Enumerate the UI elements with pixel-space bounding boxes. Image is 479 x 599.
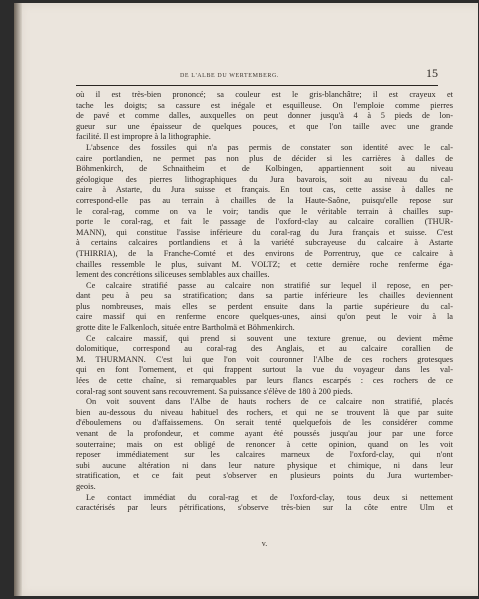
text-line: porte le coral-rag, et fait le passage de l'oxford-clay au calcaire corallien (THUR-: [76, 217, 453, 227]
text-line: bien au-dessous du niveau habituel des rochers, et qui ne se trouvent là que par suite: [76, 407, 453, 417]
text-line: L'absence des fossiles qui n'a pas permis de constater son identité avec le cal-: [86, 142, 453, 152]
text-line: subi aucune altération ni dans leur nature physique et chimique, ni dans leur: [76, 460, 453, 470]
text-line: grotte dite le Falkenloch, située entre Bartholmä et Böhmenkirch.: [76, 323, 295, 333]
text-line: (THIRRIA), de la Franche-Comté et des environs de Porrentruy, que ce calcaire à: [76, 248, 453, 258]
text-line: M. THURMANN. C'est lui que l'on voit couronner l'Albe de ces rochers grotesques: [76, 354, 453, 364]
text-line: plus nombreuses, mais elles se perdent ensuite dans la partie supérieure du cal-: [76, 301, 453, 311]
text-line: dolomitique, correspond au coral-rag des Anglais, et au calcaire corallien de: [76, 344, 453, 354]
text-line: de pavé et comme dalles, auxquelles on peut donner jusqu'à 4 à 5 pieds de lon-: [76, 111, 453, 121]
text-line: dant peu à peu sa stratification; dans sa partie inférieure les chailles deviennent: [76, 291, 453, 301]
text-line: caire portlandien, ne permet pas non plus de décider si les carrières à dalles de: [76, 153, 453, 163]
text-line: facilité. Il est impropre à la lithographie.: [76, 132, 211, 142]
page-gutter-shadow: [14, 3, 22, 596]
text-line: Ce calcaire massif, qui prend si souvent une texture grenue, ou devient même: [86, 333, 453, 343]
text-line: lées de cette chaîne, si remarquables par leurs flancs escarpés : ces rochers de ce: [76, 376, 453, 386]
text-line: souterraine; mais on est obligé de renoncer à cette opinion, quand on les voit: [76, 439, 453, 449]
running-title: DE L'ALBE DU WERTEMBERG.: [180, 73, 280, 79]
text-line: gueur sur une épaisseur de quelques pouces, et que l'on taille avec une grande: [76, 121, 453, 131]
body-text: [76, 90, 453, 514]
text-line: qui en font l'ornement, et qui frappent surtout la vue du voyageur dans les val-: [76, 365, 453, 375]
text-line: d'éboulemens ou d'affaissemens. On serait tenté quelquefois de les considérer comme: [76, 418, 453, 428]
text-line: reposer immédiatement sur les calcaires marneux de l'oxford-clay, qui n'ont: [76, 450, 453, 460]
text-line: à certains calcaires portlandiens et à la variété subcrayeuse du calcaire à Astarte: [76, 238, 453, 248]
running-head: [76, 66, 438, 86]
text-line: Böhmenkirch, de Schnaitheim et de Kolbingen, appartiennent soit au niveau: [76, 164, 453, 174]
text-line: chailles ressemble le plus, suivant M. VOLTZ; et cette dernière roche renferme éga-: [76, 259, 453, 269]
text-line: lement des concrétions siliceuses semblables aux chailles.: [76, 270, 270, 280]
text-line: geois.: [76, 481, 96, 491]
text-line: caire massif qui en renferme encore quelques-unes, ainsi qu'on peut le voir à la: [76, 312, 453, 322]
text-line: caractérisés par leurs pétrifications, s'observe très-bien sur la côte entre Ulm et: [76, 503, 453, 513]
signature-mark: v.: [261, 539, 268, 548]
text-line: On voit souvent dans l'Albe de hauts rochers de ce calcaire non stratifié, placés: [86, 397, 453, 407]
text-line: Le contact immédiat du coral-rag et de l'oxford-clay, tous deux si nettement: [86, 492, 453, 502]
text-line: le coral-rag, comme on va le voir; tandis que le véritable terrain à chailles sup-: [76, 206, 453, 216]
text-line: où il est très-bien prononcé; sa couleur est le gris-blanchâtre; il est crayeux et: [76, 90, 453, 99]
text-line: MANN), qui constitue l'assise inférieure du coral-rag du Jura français et suisse. C'est: [76, 227, 453, 237]
text-line: stratification, et ce fait peut s'observer en plusieurs points du Jura wurtember-: [76, 471, 453, 481]
book-page: [14, 3, 478, 596]
text-line: caire à Astarte, du Jura suisse et français. En tout cas, cette assise à dalles ne: [76, 185, 453, 195]
text-line: venant de la profondeur, et comme ayant été poussés jusqu'au jour par une force: [76, 429, 453, 438]
page-number: 15: [426, 66, 438, 80]
text-line: Ce calcaire stratifié passe au calcaire non stratifié sur lequel il repose, en per-: [86, 280, 453, 290]
text-line: tache les doigts; sa cassure est inégale et esquilleuse. On l'emploie comme pierres: [76, 100, 453, 110]
text-line: correspond-elle pas au terrain à chailles de la Haute-Saône, puisqu'elle repose sur: [76, 195, 453, 205]
text-line: coral-rag sont souvent sans recouvrement. Sa puissance s'élève de 180 à 200 pieds.: [76, 386, 353, 396]
text-line: géologique des pierres lithographiques du Jura bavarois, soit au niveau du cal-: [76, 174, 453, 184]
